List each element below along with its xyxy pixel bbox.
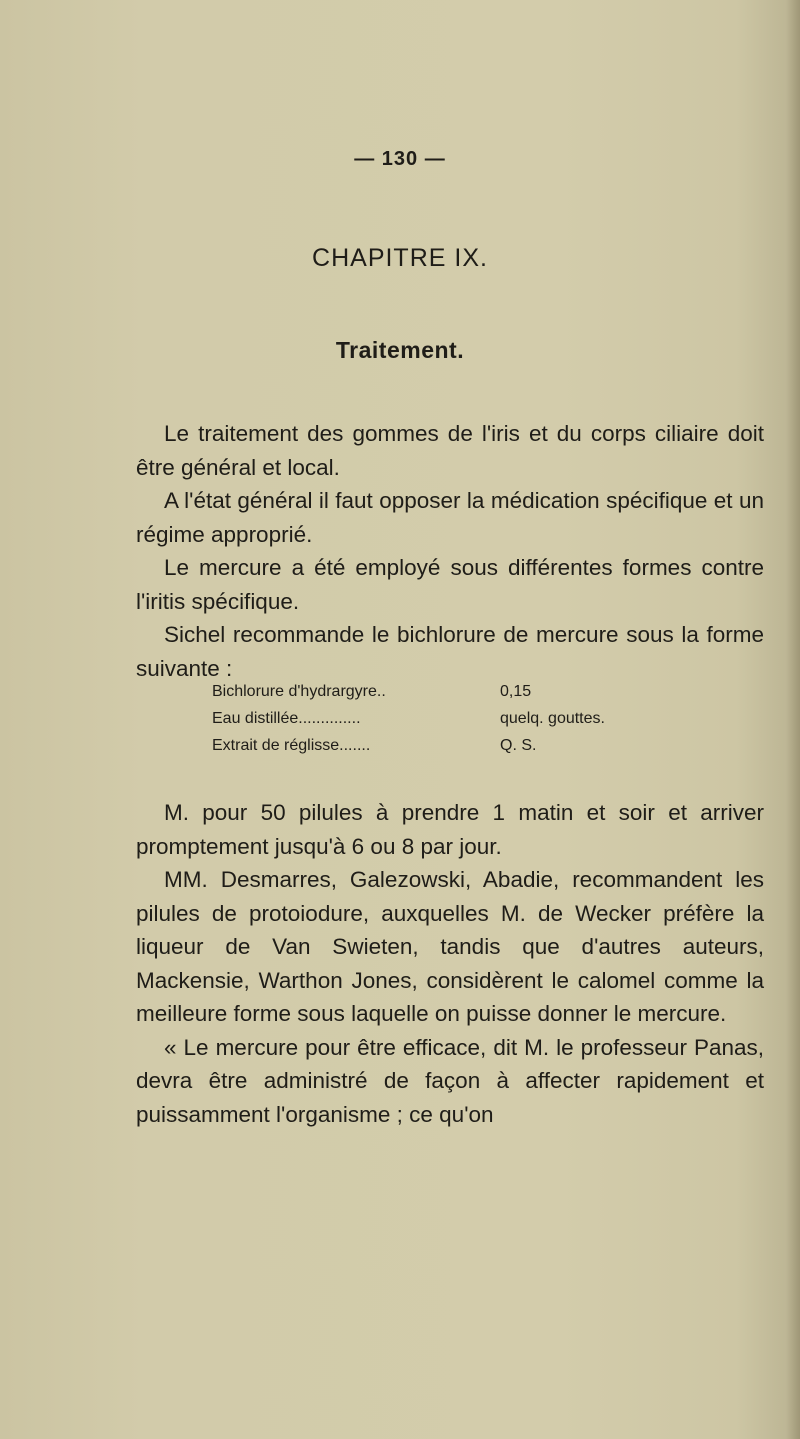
paragraph: « Le mercure pour être efficace, dit M. le professeur Panas, devra être administré de façon à affecter rapidement et puissamment l'organisme ; ce qu'on xyxy=(136,1034,764,1127)
chapter-title: CHAPITRE IX. xyxy=(312,244,488,272)
prescription-row xyxy=(212,705,732,732)
paragraph: Le traitement des gommes de l'iris et du corps ciliaire doit être général et local. xyxy=(136,421,764,480)
paragraph: MM. Desmarres, Galezowski, Abadie, recommandent les pilules de protoiodure, auxquelles M. de Wecker préfère la liqueur de Van Swieten, tandis que d'autres auteurs, Mackensie, Warthon Jones, considèrent le calomel comme la meilleure forme sous laquelle on puisse donner le mercure. xyxy=(136,867,764,1026)
prescription-row xyxy=(212,732,732,759)
ingredient-amount: Q. S. xyxy=(500,737,537,754)
ingredient-amount: quelq. gouttes. xyxy=(500,710,605,727)
page-number: — 130 — xyxy=(354,148,446,170)
paragraph: A l'état général il faut opposer la médication spécifique et un régime approprié. xyxy=(136,488,764,547)
body-text-continued xyxy=(136,796,764,1131)
paragraph: M. pour 50 pilules à prendre 1 matin et soir et arriver promptement jusqu'à 6 ou 8 par jour. xyxy=(136,800,764,859)
prescription-list xyxy=(212,678,732,759)
ingredient-amount: 0,15 xyxy=(500,683,532,700)
body-text-intro xyxy=(136,417,764,685)
page-edge-shadow xyxy=(786,0,800,1439)
prescription-row xyxy=(212,678,732,705)
ingredient-name: Extrait de réglisse....... xyxy=(212,737,371,754)
paragraph: Le mercure a été employé sous différentes formes contre l'iritis spécifique. xyxy=(136,555,764,614)
section-title: Traitement. xyxy=(335,337,465,363)
ingredient-name: Bichlorure d'hydrargyre.. xyxy=(212,683,386,700)
paragraph: Sichel recommande le bichlorure de mercure sous la forme suivante : xyxy=(136,622,764,681)
ingredient-name: Eau distillée.............. xyxy=(212,710,361,727)
